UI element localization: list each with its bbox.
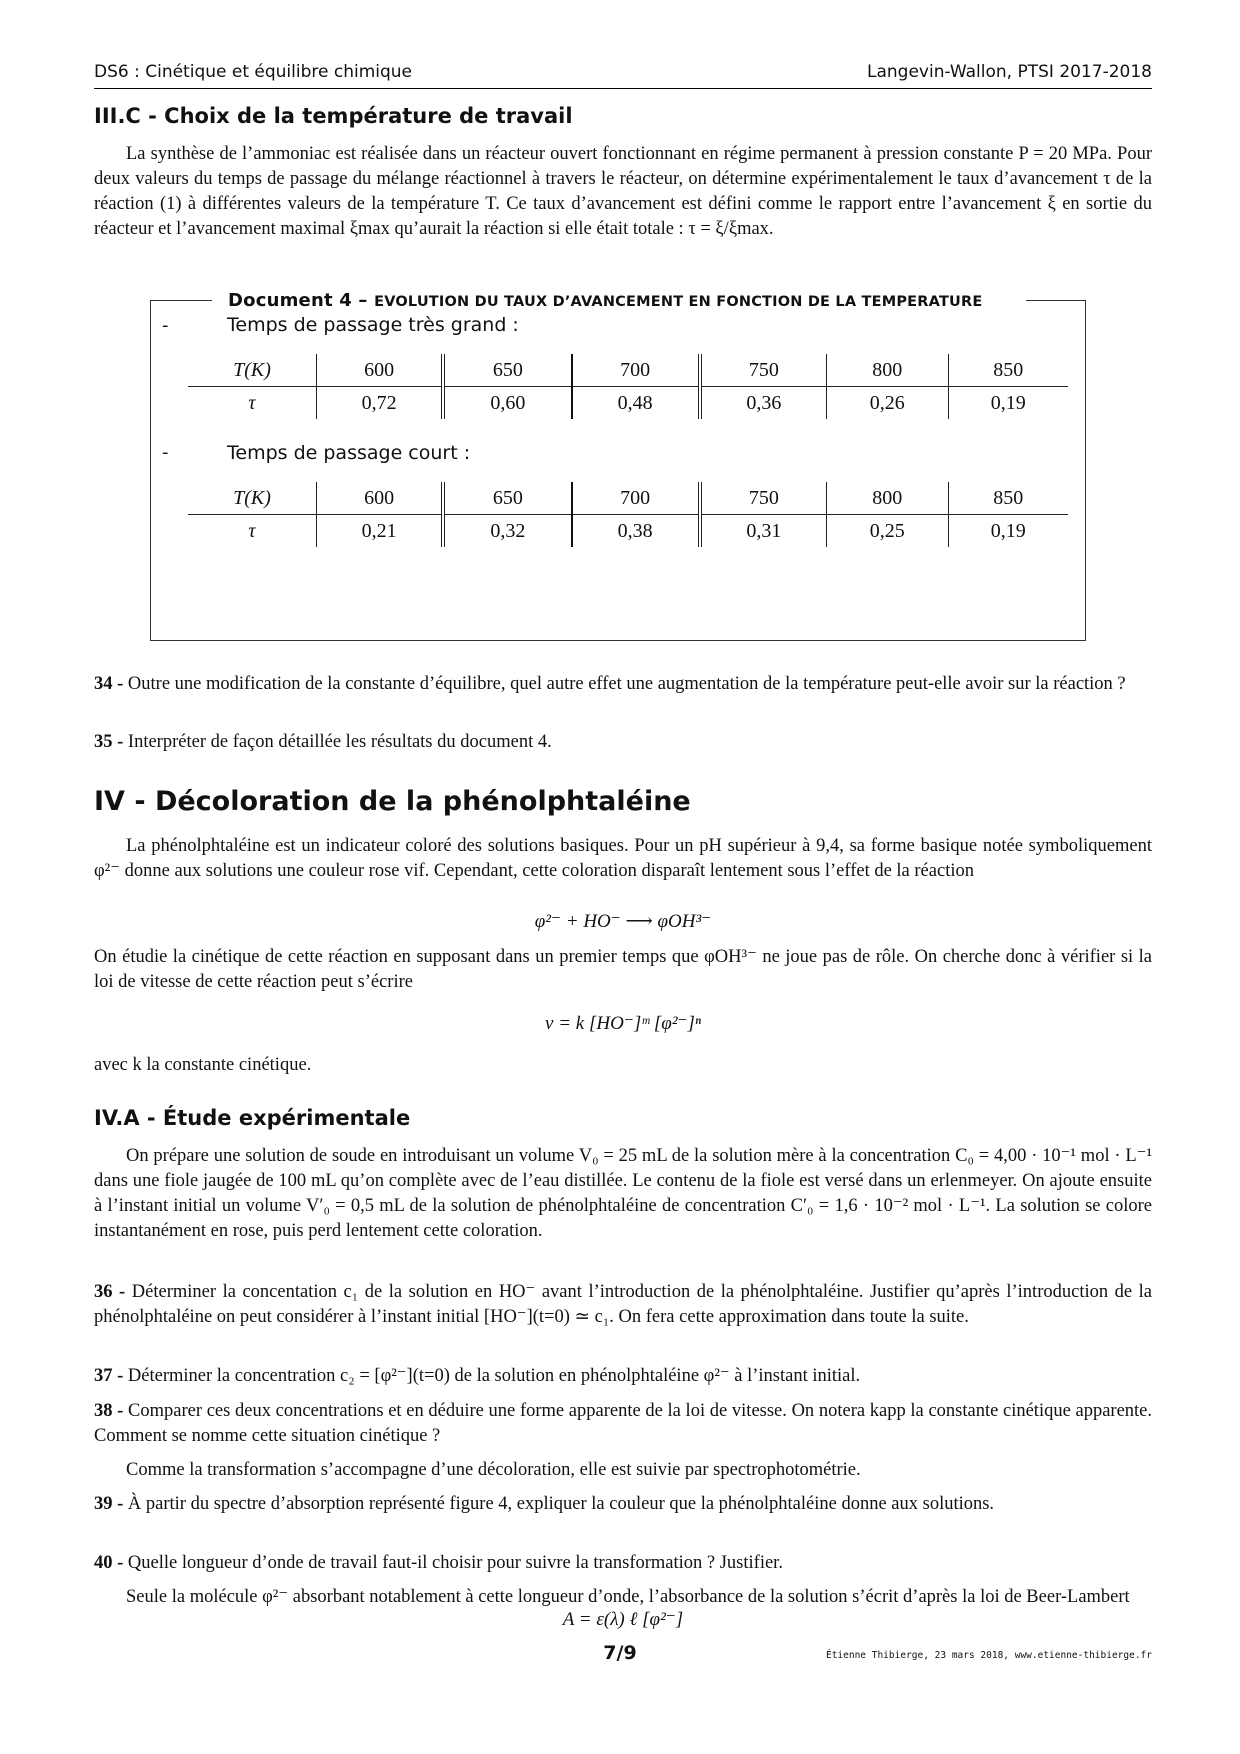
table-cell: 850 [948, 354, 1068, 387]
table-cell: 0,19 [948, 387, 1068, 420]
header-right: Langevin-Wallon, PTSI 2017-2018 [867, 62, 1152, 82]
table-2-label: Temps de passage court : [227, 442, 471, 464]
question-37 [94, 1364, 1152, 1389]
header-left: DS6 : Cinétique et équilibre chimique [94, 62, 413, 82]
question-34 [94, 672, 1152, 697]
document-frame [150, 300, 1086, 641]
question-number: 38 - [94, 1401, 124, 1421]
bullet: - [162, 315, 169, 336]
question-text: Outre une modification de la constante d’équilibre, quel autre effet une augmentation de la température peut-elle avoir sur la réaction ? [127, 674, 1126, 694]
table-cell: 0,60 [443, 387, 571, 420]
table-long-passage [188, 354, 1068, 419]
section-iva-paragraph: On prépare une solution de soude en introduisant un volume V₀ = 25 mL de la solution mère à la concentration C₀ = 4,00 · 10⁻¹ mol · L⁻¹ dans une fiole jaugée de 100 mL qu’on complète avec de l’eau distillée. Le contenu de la fiole est versé dans un erlenmeyer. On ajoute ensuite à l’instant initial un volume V′₀ = 0,5 mL de la solution de phénolphtaléine de concentration C′₀ = 1,6 · 10⁻² mol · L⁻¹. La solution se colore instantanément en rose, puis perd lentement cette coloration. [94, 1146, 1152, 1241]
table-short-passage [188, 482, 1068, 547]
question-number: 40 - [94, 1553, 124, 1573]
question-text: Déterminer la concentration c₂ = [φ²⁻](t=0) de la solution en phénolphtaléine φ²⁻ à l’instant initial. [127, 1366, 861, 1386]
table-cell: 800 [827, 482, 949, 515]
section-iv-paragraph-1: La phénolphtaléine est un indicateur coloré des solutions basiques. Pour un pH supérieur à 9,4, sa forme basique notée symboliquement φ²⁻ donne aux solutions une couleur rose vif. Cependant, cette coloration disparaît lentement sous l’effet de la réaction [94, 836, 1152, 881]
table-cell: 0,48 [572, 387, 700, 420]
table-cell: 650 [443, 354, 571, 387]
table-cell: 0,21 [317, 515, 444, 548]
question-number: 36 - [94, 1282, 126, 1302]
table-cell: 0,38 [572, 515, 700, 548]
question-text: Interpréter de façon détaillée les résultats du document 4. [127, 732, 552, 752]
table-cell: 0,25 [827, 515, 949, 548]
page-number: 7/9 [603, 1642, 637, 1664]
document-title [228, 290, 982, 311]
question-text: Déterminer la concentation c₁ de la solution en HO⁻ avant l’introduction de la phénolphtaléine. Justifier qu’après l’introduction de la phénolphtaléine on peut considérer à l’instant initial [HO⁻](t=0) ≃ c₁. On fera cette approximation dans toute la suite. [94, 1282, 1153, 1327]
row-head: T(K) [188, 354, 317, 387]
table-cell: 0,36 [700, 387, 827, 420]
question-36 [94, 1280, 1152, 1330]
table-cell: 750 [700, 354, 827, 387]
section-iv-title: IV - Décoloration de la phénolphtaléine [94, 786, 691, 817]
beer-lambert-equation: A = ε(λ) ℓ [φ²⁻] [562, 1609, 684, 1630]
question-number: 35 - [94, 732, 124, 752]
table-cell: 800 [827, 354, 949, 387]
table-cell: 0,26 [827, 387, 949, 420]
question-number: 34 - [94, 674, 124, 694]
table-cell: 0,72 [317, 387, 444, 420]
question-number: 37 - [94, 1366, 124, 1386]
reaction-equation: φ²⁻ + HO⁻ ⟶ φOH³⁻ [534, 911, 712, 932]
table-cell: 0,19 [948, 515, 1068, 548]
row-head: τ [248, 519, 256, 542]
document-4-box [150, 290, 1086, 640]
frame-top-right [1026, 300, 1086, 301]
frame-top-left [150, 300, 212, 301]
question-text: À partir du spectre d’absorption représenté figure 4, expliquer la couleur que la phénolphtaléine donne aux solutions. [127, 1494, 995, 1514]
table-1-label: Temps de passage très grand : [227, 314, 519, 336]
beer-lambert-paragraph: Seule la molécule φ²⁻ absorbant notablement à cette longueur d’onde, l’absorbance de la solution s’écrit d’après la loi de Beer-Lambert [126, 1587, 1130, 1607]
bullet: - [162, 442, 169, 463]
table-cell: 750 [700, 482, 827, 515]
table-cell: 700 [572, 354, 700, 387]
rate-law-equation: v = k [HO⁻]ᵐ [φ²⁻]ⁿ [545, 1013, 701, 1034]
page-header [94, 62, 1152, 89]
question-35 [94, 730, 1152, 755]
question-text: Comparer ces deux concentrations et en déduire une forme apparente de la loi de vitesse. On notera kapp la constante cinétique apparente. Comment se nomme cette situation cinétique ? [94, 1401, 1153, 1446]
section-iva-title: IV.A - Étude expérimentale [94, 1106, 411, 1130]
table-cell: 650 [443, 482, 571, 515]
document-title-rest: EVOLUTION DU TAUX D’AVANCEMENT EN FONCTION DE LA TEMPERATURE [374, 294, 983, 310]
section-iv-paragraph-3: avec k la constante cinétique. [94, 1055, 312, 1075]
question-text: Quelle longueur d’onde de travail faut-il choisir pour suivre la transformation ? Justifier. [127, 1553, 783, 1573]
section-iv-paragraph-2: On étudie la cinétique de cette réaction en supposant dans un premier temps que φOH³⁻ ne joue pas de rôle. On cherche donc à vérifier si la loi de vitesse de cette réaction peut s’écrire [94, 947, 1152, 992]
document-title-prefix: Document 4 – [228, 290, 375, 311]
question-38 [94, 1399, 1152, 1449]
table-cell: 600 [317, 482, 444, 515]
footer-credit: Étienne Thibierge, 23 mars 2018, www.etienne-thibierge.fr [825, 1650, 1152, 1661]
question-39 [94, 1492, 1152, 1517]
spectro-paragraph: Comme la transformation s’accompagne d’une décoloration, elle est suivie par spectrophotométrie. [126, 1460, 861, 1480]
table-row [188, 482, 1068, 515]
question-40 [94, 1551, 1152, 1576]
table-row [188, 387, 1068, 420]
table-cell: 700 [572, 482, 700, 515]
table-cell: 600 [317, 354, 444, 387]
section-iiic-title: III.C - Choix de la température de travail [94, 104, 573, 128]
table-cell: 0,32 [443, 515, 571, 548]
table-row [188, 354, 1068, 387]
table-cell: 850 [948, 482, 1068, 515]
table-cell: 0,31 [700, 515, 827, 548]
section-iiic-paragraph: La synthèse de l’ammoniac est réalisée dans un réacteur ouvert fonctionnant en régime permanent à pression constante P = 20 MPa. Pour deux valeurs du temps de passage du mélange réactionnel à travers le réacteur, on détermine expérimentalement le taux d’avancement τ de la réaction (1) à différentes valeurs de la température T. Ce taux d’avancement est défini comme le rapport entre l’avancement ξ en sortie du réacteur et l’avancement maximal ξmax qu’aurait la réaction si elle était totale : τ = ξ/ξmax. [94, 144, 1152, 239]
table-row [188, 515, 1068, 548]
row-head: T(K) [188, 482, 317, 515]
row-head: τ [248, 391, 256, 414]
question-number: 39 - [94, 1494, 124, 1514]
